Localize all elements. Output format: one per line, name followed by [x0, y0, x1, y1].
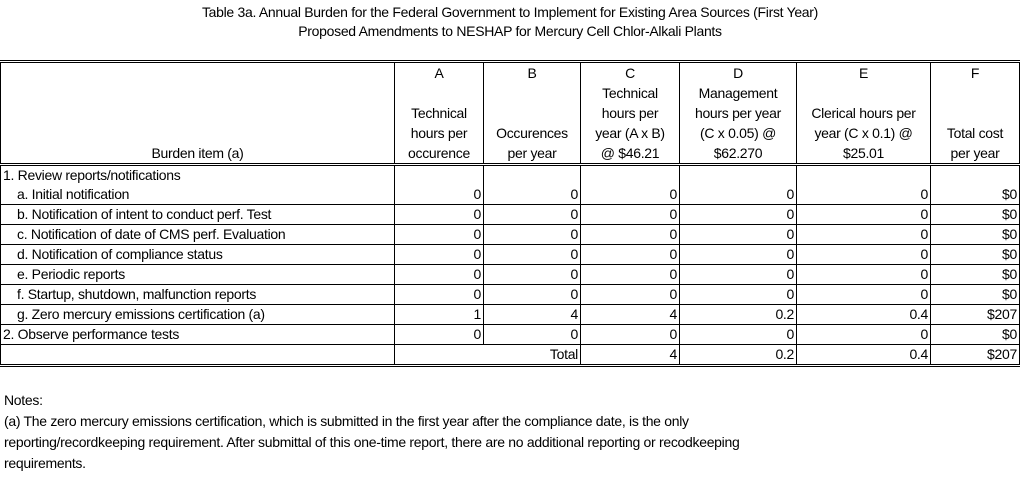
table-row: [1, 285, 1020, 305]
cell-value: 0: [484, 225, 581, 245]
column-header: [484, 62, 581, 165]
cell-value: 0: [484, 205, 581, 225]
burden-item: f. Startup, shutdown, malfunction reports: [1, 285, 395, 305]
burden-item: 2. Observe performance tests: [1, 325, 395, 345]
column-header: [395, 62, 484, 165]
cell-value: $0: [931, 225, 1020, 245]
column-header-line: Technical: [602, 85, 658, 101]
cell-value: 0: [484, 245, 581, 265]
cell-value: Total: [484, 345, 581, 366]
cell-value: 0: [484, 285, 581, 305]
cell-value: 0: [581, 285, 680, 305]
burden-item: 1. Review reports/notifications: [1, 165, 395, 186]
cell-value: $207: [931, 305, 1020, 325]
cell-value: $0: [931, 265, 1020, 285]
cell-value: 4: [581, 305, 680, 325]
cell-value: 0: [395, 185, 484, 205]
column-letter: B: [527, 65, 537, 81]
burden-item: b. Notification of intent to conduct perf. Test: [1, 205, 395, 225]
burden-item: a. Initial notification: [1, 185, 395, 205]
cell-value: 0: [581, 225, 680, 245]
burden-item: g. Zero mercury emissions certification (a): [1, 305, 395, 325]
column-header-line: Management: [698, 85, 778, 101]
column-header-line: year (A x B): [595, 125, 665, 141]
cell-value: $0: [931, 245, 1020, 265]
cell-value: 0: [797, 185, 931, 205]
column-header-line: Occurences: [496, 125, 568, 141]
burden-table: [0, 60, 1020, 367]
column-letter: C: [625, 65, 635, 81]
column-header-line: year (C x 0.1) @: [814, 125, 913, 141]
cell-value: 0: [395, 265, 484, 285]
table-row: [1, 205, 1020, 225]
column-header-line: Burden item (a): [151, 145, 244, 161]
table-row: [1, 345, 1020, 366]
cell-value: [797, 165, 931, 186]
cell-value: 0: [581, 185, 680, 205]
table-row: [1, 185, 1020, 205]
cell-value: 0: [797, 265, 931, 285]
cell-value: 0: [797, 205, 931, 225]
cell-value: $0: [931, 205, 1020, 225]
column-letter: E: [858, 65, 869, 81]
cell-value: 0: [395, 225, 484, 245]
column-header: [680, 62, 797, 165]
column-letter: A: [434, 65, 444, 81]
burden-item: [1, 345, 395, 366]
note-line: reporting/recordkeeping requirement. After submittal of this one-time report, there are no additional reporting or recodkeeping: [4, 434, 740, 450]
column-header-line: @ $46.21: [600, 145, 660, 161]
cell-value: 0: [395, 245, 484, 265]
cell-value: 0: [581, 245, 680, 265]
cell-value: 0: [581, 325, 680, 345]
note-line: Notes:: [4, 392, 43, 408]
column-header-line: per year: [950, 145, 1000, 161]
cell-value: [395, 165, 484, 186]
cell-value: 0: [680, 245, 797, 265]
cell-value: 0: [581, 265, 680, 285]
column-header-line: Total cost: [946, 125, 1004, 141]
column-header: [931, 62, 1020, 165]
cell-value: 0.4: [797, 345, 931, 366]
cell-value: 0: [680, 265, 797, 285]
cell-value: 1: [395, 305, 484, 325]
cell-value: [931, 165, 1020, 186]
cell-value: 0: [484, 265, 581, 285]
cell-value: 0: [680, 325, 797, 345]
table-row: [1, 305, 1020, 325]
burden-item: e. Periodic reports: [1, 265, 395, 285]
cell-value: [484, 165, 581, 186]
column-header-line: per year: [507, 145, 557, 161]
table-title: Table 3a. Annual Burden for the Federal Government to Implement for Existing Area Sources (First Year): [201, 4, 819, 20]
cell-value: 0: [797, 285, 931, 305]
cell-value: [395, 345, 484, 366]
cell-value: 0.2: [680, 305, 797, 325]
cell-value: 0: [680, 285, 797, 305]
cell-value: $207: [931, 345, 1020, 366]
table-row: [1, 245, 1020, 265]
column-header-line: hours per year: [694, 105, 782, 121]
cell-value: 0: [797, 225, 931, 245]
column-header: [581, 62, 680, 165]
cell-value: 0: [484, 325, 581, 345]
cell-value: 4: [581, 345, 680, 366]
cell-value: 0: [395, 285, 484, 305]
cell-value: 0: [797, 245, 931, 265]
cell-value: 0: [680, 205, 797, 225]
column-header-line: hours per: [601, 105, 659, 121]
column-header-line: occurence: [408, 145, 470, 161]
column-header: [1, 62, 395, 165]
cell-value: 0: [581, 205, 680, 225]
column-header-line: $62.270: [713, 145, 763, 161]
column-header-line: Clerical hours per: [811, 105, 916, 121]
cell-value: $0: [931, 185, 1020, 205]
column-header-line: Technical: [411, 105, 467, 121]
column-letter: F: [970, 65, 980, 81]
cell-value: [680, 165, 797, 186]
table-row: [1, 265, 1020, 285]
cell-value: 0: [680, 185, 797, 205]
column-letter: D: [733, 65, 743, 81]
cell-value: 0: [395, 205, 484, 225]
cell-value: 0: [395, 325, 484, 345]
burden-item: c. Notification of date of CMS perf. Evaluation: [1, 225, 395, 245]
cell-value: $0: [931, 285, 1020, 305]
burden-item: d. Notification of compliance status: [1, 245, 395, 265]
cell-value: 0.4: [797, 305, 931, 325]
cell-value: 0: [484, 185, 581, 205]
note-line: requirements.: [4, 455, 86, 471]
table-row: [1, 165, 1020, 186]
cell-value: $0: [931, 325, 1020, 345]
column-header: [797, 62, 931, 165]
cell-value: 0: [680, 225, 797, 245]
column-header-line: $25.01: [842, 145, 885, 161]
cell-value: [581, 165, 680, 186]
table-subtitle: Proposed Amendments to NESHAP for Mercury Cell Chlor-Alkali Plants: [298, 23, 722, 39]
table-row: [1, 225, 1020, 245]
column-header-line: (C x 0.05) @: [700, 125, 776, 141]
column-header-line: hours per: [410, 125, 468, 141]
notes: [4, 390, 1004, 474]
cell-value: 4: [484, 305, 581, 325]
table-row: [1, 325, 1020, 345]
column-letter: [3, 63, 392, 83]
cell-value: 0.2: [680, 345, 797, 366]
cell-value: 0: [797, 325, 931, 345]
note-line: (a) The zero mercury emissions certification, which is submitted in the first year after the compliance date, is the only: [4, 413, 689, 429]
